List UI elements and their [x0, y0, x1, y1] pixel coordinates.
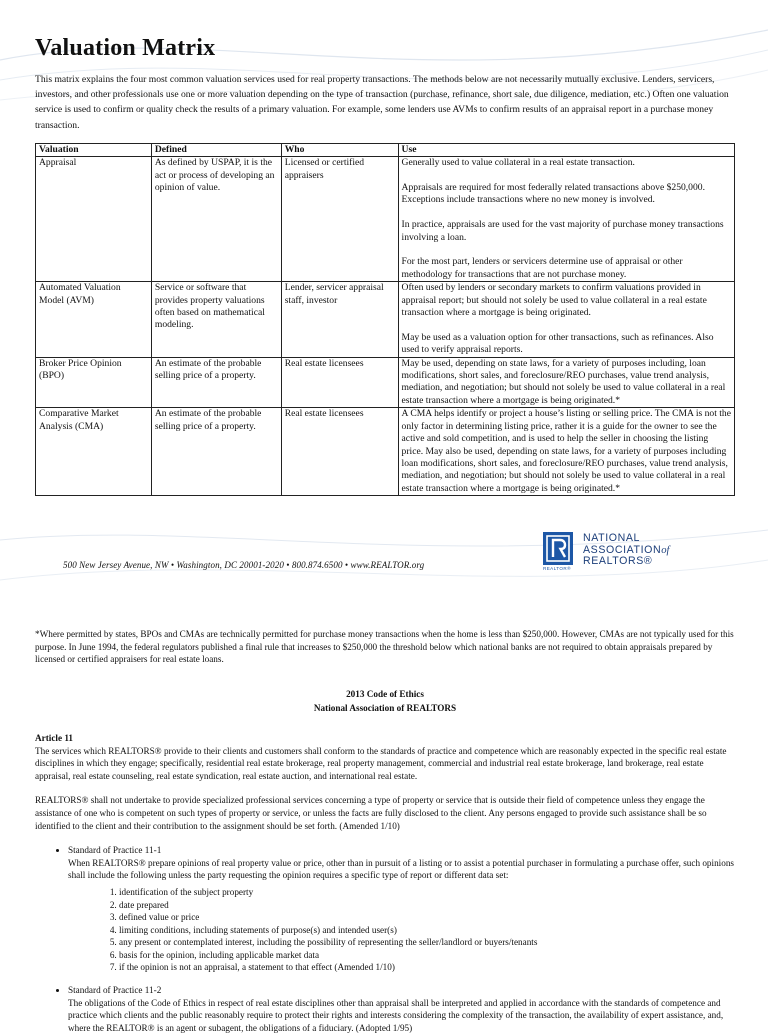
standard-title: • Standard of Practice 11-2: [68, 985, 162, 996]
use-paragraph: Often used by lenders or secondary markets to confirm valuations provided in appraisal report; but should not solely be used to value collateral in a real estate transaction where a mortgage is being originated.: [401, 282, 707, 319]
use-paragraph: Generally used to value collateral in a real estate transaction.: [401, 157, 635, 169]
footer-address: 500 New Jersey Avenue, NW • Washington, DC 20001-2020 • 800.874.6500 • www.REALTOR.org: [63, 560, 425, 570]
intro-paragraph: This matrix explains the four most common valuation services used for real property transactions. The methods below are not necessarily mutually exclusive. Lenders, servicers, investors, and other professionals use one or more valuation depending on the type of transaction (purchase, refinance, short sale, due diligence, mediation, etc.) Often one valuation service is used to confirm or quality check the results of a primary valuation. For example, some lenders use AVMs to confirm results of an appraisal report in a purchase money transaction.: [35, 74, 729, 131]
cell-use: [398, 408, 734, 496]
use-paragraph: In practice, appraisals are used for the vast majority of purchase money transactions involving a loan.: [401, 219, 724, 243]
cell-valuation: Appraisal: [36, 157, 152, 282]
standard-text: When REALTORS® prepare opinions of real property value or price, other than in pursuit of a listing or to assist a potential purchaser in formulating a purchase offer, such opinions shall include the following unless the party requesting the opinion requires a specific type of report or different data set:: [68, 857, 734, 881]
use-paragraph: May be used, depending on state laws, for a variety of purposes including, loan modifications, short sales, and foreclosure/REO purchases, value trend analysis, mediation, and negotiation; but should not solely be used to value collateral in a real estate transaction where a mortgage is being originated.*: [401, 357, 726, 406]
standards-list: [35, 844, 735, 1034]
cell-who: Real estate licensees: [281, 357, 398, 408]
valuation-table: [35, 143, 735, 496]
cell-who: Real estate licensees: [281, 408, 398, 496]
list-item: [68, 844, 735, 974]
list-item: 7. if the opinion is not an appraisal, a statement to that effect (Amended 1/10): [119, 961, 735, 974]
header-defined: Defined: [151, 143, 281, 156]
cell-defined: Service or software that provides property valuations often based on mathematical modeling.: [151, 282, 281, 357]
table-row: [36, 357, 735, 408]
use-paragraph: For the most part, lenders or servicers determine use of appraisal or other methodology for transactions that are not purchase money.: [401, 256, 683, 280]
header-valuation: Valuation: [36, 143, 152, 156]
list-item: 2. date prepared: [119, 899, 735, 912]
standard-text: The obligations of the Code of Ethics in respect of real estate disciplines other than appraisal shall be interpreted and applied in accordance with the standards of competence and practice which clients and the public reasonably require to protect their rights and interests considering the complexity of the transaction, the availability of expert assistance, and, where the REALTOR® is an agent or subagent, the obligations of a fiduciary. (Adopted 1/95): [68, 997, 724, 1033]
logo-small-text: REALTOR®: [543, 566, 571, 571]
code-subtitle: National Association of REALTORS: [313, 703, 457, 714]
cell-use: [398, 357, 734, 408]
header-use: Use: [398, 143, 734, 156]
valuation-matrix-section: [35, 34, 735, 496]
code-title: 2013 Code of Ethics: [346, 688, 424, 699]
cell-who: Licensed or certified appraisers: [281, 157, 398, 282]
article-paragraph: REALTORS® shall not undertake to provide specialized professional services concerning a type of property or service that is outside their field of competence unless they engage the assistance of one who is competent on such types of property or service, or unless the facts are fully disclosed to the client. Any persons engaged to provide such assistance shall be so identified to the client and their contribution to the assignment should be set forth. (Amended 1/10): [35, 795, 707, 831]
cell-valuation: Comparative Market Analysis (CMA): [36, 408, 152, 496]
cell-use: [398, 157, 734, 282]
table-row: [36, 157, 735, 282]
requirements-list: [68, 886, 735, 974]
footnote: *Where permitted by states, BPOs and CMAs are technically permitted for purchase money transactions when the home is less than $250,000. However, CMAs are not typically used for this purpose. In June 1994, the federal regulators published a final rule that increases to $250,000 the threshold below which national banks are not required to obtain appraisals prepared by licensed or certified appraisers for real estate loans.: [35, 629, 734, 665]
list-item: 1. identification of the subject property: [119, 886, 735, 899]
cell-valuation: Broker Price Opinion (BPO): [36, 357, 152, 408]
cell-defined: An estimate of the probable selling price of a property.: [151, 357, 281, 408]
article-paragraph: The services which REALTORS® provide to their clients and customers shall conform to the standards of practice and competence which are reasonably expected in the specific real estate disciplines in which they engage; specifically, residential real estate brokerage, real property management, commercial and industrial real estate brokerage, land brokerage, real estate appraisal, real estate counseling, real estate syndication, real estate auction, and international real estate.: [35, 745, 727, 781]
logo-line: REALTORS®: [583, 555, 653, 567]
table-header-row: [36, 143, 735, 156]
logo-of: of: [661, 544, 670, 556]
nar-logo-text: [583, 533, 669, 568]
list-item: 3. defined value or price: [119, 911, 735, 924]
list-item: [68, 984, 735, 1034]
page-title: Valuation Matrix: [35, 35, 216, 61]
table-row: [36, 282, 735, 357]
table-row: [36, 408, 735, 496]
realtor-r-logo-icon: [543, 532, 573, 565]
header-who: Who: [281, 143, 398, 156]
list-item: 5. any present or contemplated interest, including the possibility of representing the seller/landlord or buyers/tenants: [119, 936, 735, 949]
list-item: 4. limiting conditions, including statements of purpose(s) and intended user(s): [119, 924, 735, 937]
article-heading: Article 11: [35, 732, 74, 743]
cell-use: [398, 282, 734, 357]
code-of-ethics-section: [35, 628, 735, 1034]
cell-defined: As defined by USPAP, it is the act or process of developing an opinion of value.: [151, 157, 281, 282]
cell-defined: An estimate of the probable selling price of a property.: [151, 408, 281, 496]
use-paragraph: May be used as a valuation option for other transactions, such as refinances. Also used to verify appraisal reports.: [401, 331, 714, 356]
logo-line: ASSOCIATIONof: [583, 543, 670, 556]
cell-valuation: Automated Valuation Model (AVM): [36, 282, 152, 357]
logo-line: NATIONAL: [583, 532, 640, 544]
use-paragraph: A CMA helps identify or project a house’s listing or selling price. The CMA is not the only factor in determining listing price, rather it is a guide for the owner to see the active and sold competition, and is used to help the seller in choosing the listing price. May also be used, depending on state laws, for a variety of purposes including loan modifications, short sales, and foreclosure/REO purchases, value trend analysis, mediation, and negotiation; but should not solely be used to value collateral in a real estate transaction where a mortgage is being originated.*: [401, 408, 731, 494]
use-paragraph: Appraisals are required for most federally related transactions above $250,000. Exceptions include transactions where no new money is involved.: [401, 182, 705, 206]
list-item: 6. basis for the opinion, including applicable market data: [119, 949, 735, 962]
standard-title: • Standard of Practice 11-1: [68, 845, 162, 856]
cell-who: Lender, servicer appraisal staff, investor: [281, 282, 398, 357]
